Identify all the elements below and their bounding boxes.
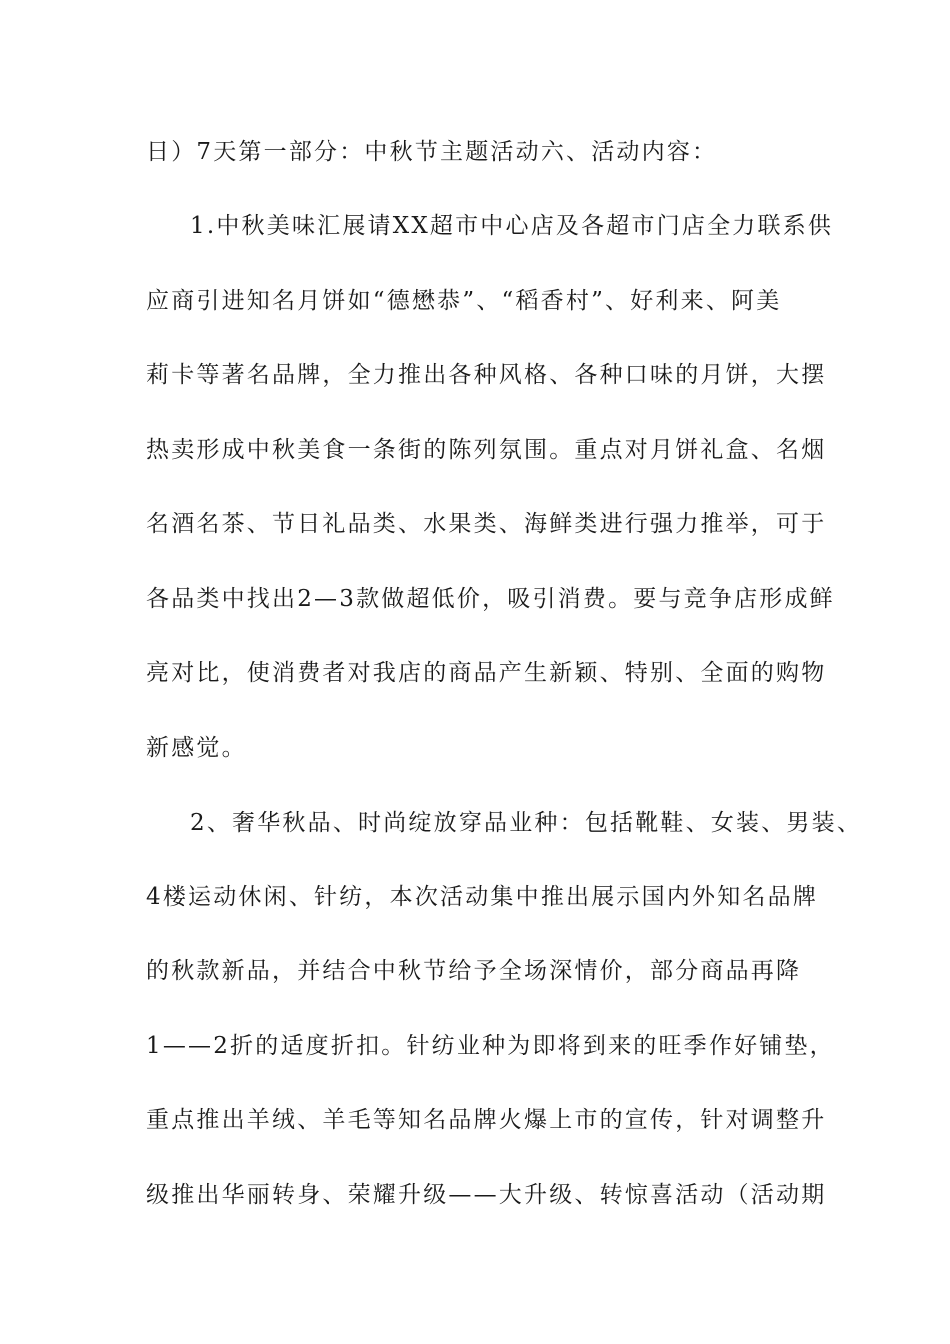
text-line: 应商引进知名月饼如“德懋恭”、“稻香村”、好利来、阿美 (146, 288, 782, 314)
text-line: 级推出华丽转身、荣耀升级——大升级、转惊喜活动（活动期 (146, 1182, 827, 1208)
text-line: 1——2折的适度折扣。针纺业种为即将到来的旺季作好铺垫， (146, 1033, 835, 1059)
text-line: 新感觉。 (146, 735, 247, 761)
text-line: 莉卡等著名品牌，全力推出各种风格、各种口味的月饼，大摆 (146, 362, 827, 388)
text-line: 4楼运动休闲、针纺，本次活动集中推出展示国内外知名品牌 (146, 884, 819, 910)
paragraph-2-first-line: 2、奢华秋品、时尚绽放穿品业种：包括靴鞋、女装、男装、 (190, 810, 863, 836)
text-line: 名酒名茶、节日礼品类、水果类、海鲜类进行强力推举，可于 (146, 511, 827, 537)
text-line: 亮对比，使消费者对我店的商品产生新颖、特别、全面的购物 (146, 660, 827, 686)
text-line: 热卖形成中秋美食一条街的陈列氛围。重点对月饼礼盒、名烟 (146, 437, 827, 463)
paragraph-1-first-line: 1.中秋美味汇展请XX超市中心店及各超市门店全力联系供 (190, 213, 834, 239)
text-line: 重点推出羊绒、羊毛等知名品牌火爆上市的宣传，针对调整升 (146, 1107, 827, 1133)
text-line: 的秋款新品，并结合中秋节给予全场深情价，部分商品再降 (146, 958, 802, 984)
text-line: 日）7天第一部分：中秋节主题活动六、活动内容： (146, 139, 718, 165)
text-line: 各品类中找出2—3款做超低价，吸引消费。要与竞争店形成鲜 (146, 586, 835, 612)
